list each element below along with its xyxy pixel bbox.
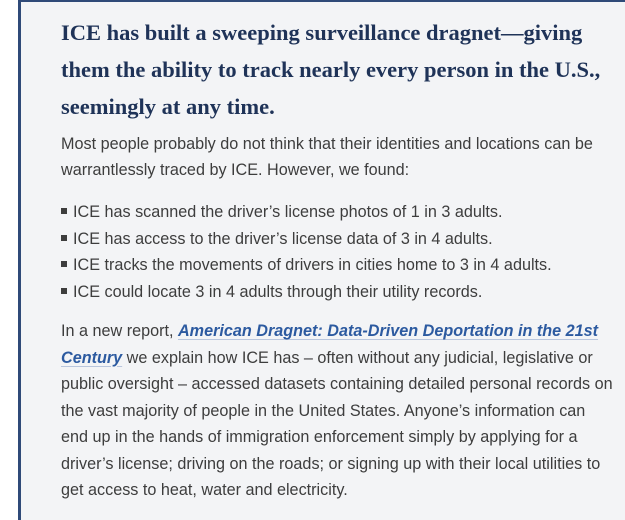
bullet-icon <box>61 288 67 294</box>
report-paragraph <box>61 318 616 504</box>
headline: ICE has built a sweeping surveillance dragnet—giving them the ability to track nearly every person in the U.S., seemingly at any time. <box>61 20 601 119</box>
article-blockquote <box>18 0 625 520</box>
report-link[interactable]: American Dragnet: Data-Driven Deportation in the 21st Century <box>61 322 599 367</box>
bullet-icon <box>61 235 67 241</box>
findings-list <box>61 199 616 305</box>
report-body: we explain how ICE has – often without any judicial, legislative or public oversight – accessed datasets containing detailed personal records on the vast majority of people in the United States. Anyone’s information can end up in the hands of immigration enforcement simply by applying for a driver’s license; driving on the roads; or signing up with their local utilities to get access to heat, water and electricity. <box>61 348 613 499</box>
finding-text: ICE tracks the movements of drivers in cities home to 3 in 4 adults. <box>73 256 552 274</box>
list-item <box>61 199 616 226</box>
top-divider <box>21 0 625 2</box>
intro-paragraph: Most people probably do not think that their identities and locations can be warrantlessly traced by ICE. However, we found: <box>61 135 593 179</box>
list-item <box>61 279 616 306</box>
report-prefix: In a new report, <box>61 322 178 340</box>
bullet-icon <box>61 208 67 214</box>
finding-text: ICE has scanned the driver’s license photos of 1 in 3 adults. <box>73 203 503 221</box>
finding-text: ICE could locate 3 in 4 adults through their utility records. <box>73 282 483 301</box>
finding-text: ICE has access to the driver’s license data of 3 in 4 adults. <box>73 229 493 248</box>
list-item <box>61 252 616 279</box>
bullet-icon <box>61 261 67 267</box>
list-item <box>61 226 616 253</box>
